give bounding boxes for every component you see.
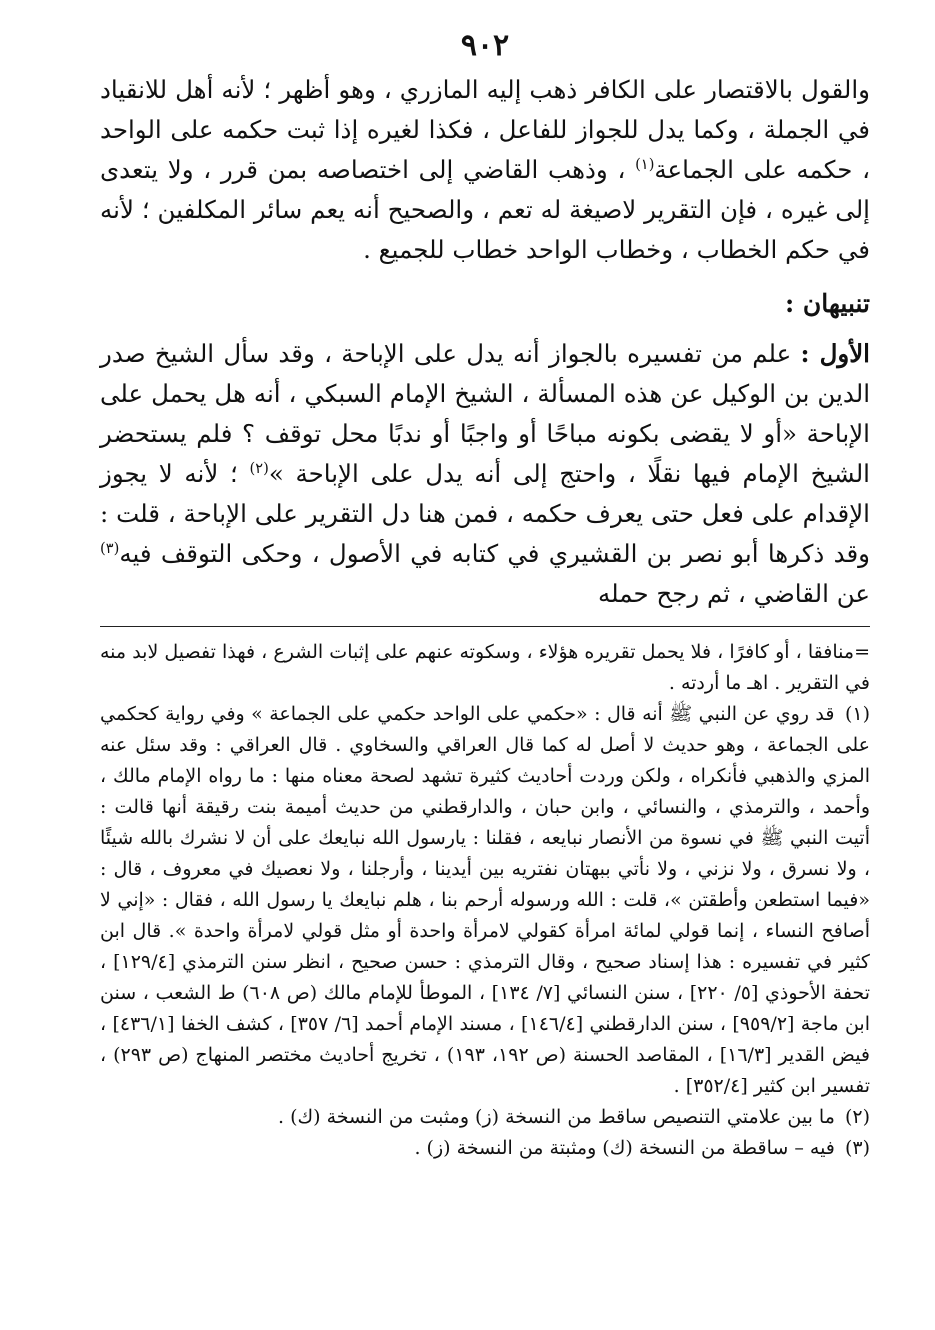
paragraph-2-lead: الأول : [800, 339, 870, 368]
page [100, 28, 870, 1164]
paragraph-1-text-b: ، وذهب القاضي إلى اختصاصه بمن قرر ، ولا يتعدى إلى غيره ، فإن التقرير لاصيغة له تعم ، والصحيح أنه يعم سائر المكلفين ؛ لأنه في حكم الخطاب ، وخطاب الواحد خطاب للجميع . [100, 155, 870, 264]
footnote-1-number: (١) [844, 703, 870, 725]
main-text [100, 70, 870, 614]
footnote-divider [100, 626, 870, 627]
paragraph-2 [100, 334, 870, 614]
paragraph-2-text-c: عن القاضي ، ثم رجح حمله [598, 579, 870, 608]
footnote-3-text: فيه – ساقطة من النسخة (ك) ومثبتة من النسخة (ز) . [414, 1137, 835, 1159]
footnote-ref-3: (٣) [100, 539, 120, 557]
paragraph-2-text-a: علم من تفسيره بالجواز أنه يدل على الإباحة ، وقد سأل الشيخ صدر الدين بن الوكيل عن هذه المسألة ، الشيخ الإمام السبكي ، أنه هل يحمل على الإباحة «أو لا يقضى بكونه مباحًا أو واجبًا أو ندبًا محل توقف ؟ فلم يستحضر الشيخ الإمام فيها نقلًا ، واحتج إلى أنه يدل على الإباحة » [100, 339, 870, 488]
paragraph-1-text-a: والقول بالاقتصار على الكافر ذهب إليه المازري ، وهو أظهر ؛ لأنه أهل للانقياد في الجملة ، وكما يدل للجواز للفاعل ، فكذا لغيره إذا ثبت حكمه على الواحد ، حكمه على الجماعة [100, 75, 870, 184]
paragraph-1 [100, 70, 870, 270]
footnote-2-text: ما بين علامتي التنصيص ساقط من النسخة (ز) ومثبت من النسخة (ك) . [278, 1106, 835, 1128]
footnote-1 [100, 699, 870, 1102]
footnote-2 [100, 1102, 870, 1133]
footnotes [100, 637, 870, 1164]
paragraph-2-text-b: ؛ لأنه لا يجوز الإقدام على فعل حتى يعرف حكمه ، فمن هنا دل التقرير على الإباحة ، قلت : وقد ذكرها أبو نصر بن القشيري في كتابه في الأصول ، وحكى التوقف فيه [100, 459, 870, 568]
footnote-ref-1: (١) [635, 155, 655, 173]
footnote-continuation: =منافقا ، أو كافرًا ، فلا يحمل تقريره هؤلاء ، وسكوته عنهم على إثبات الشرع ، فهذا تفصيل لابد منه في التقرير . اهـ ما أردته . [100, 641, 870, 694]
footnote-1-text: قد روي عن النبي ﷺ أنه قال : «حكمي على الواحد حكمي على الجماعة » وفي رواية كحكمي على الجماعة ، وهو حديث لا أصل له كما قال العراقي والسخاوي . قال العراقي : وقد سئل عنه المزي والذهبي فأنكراه ، ولكن وردت أحاديث كثيرة تشهد لصحة معناه منها : ما رواه الإمام مالك ، وأحمد ، والترمذي ، والنسائي ، وابن حبان ، والدارقطني من حديث أميمة بنت رقيقة أنها قالت : أتيت النبي ﷺ في نسوة من الأنصار نبايعه ، فقلنا : يارسول الله نبايعك على أن لا نشرك بالله شيئًا ، ولا نسرق ، ولا نزني ، ولا نأتي ببهتان نفتريه بين أيدينا ، وأرجلنا ، ولا نعصيك في معروف ، قال : «فيما استطعن وأطقتن »، قلت : الله ورسوله أرحم بنا ، هلم نبايعك يا رسول الله ، فقال : «إني لا أصافح النساء ، إنما قولي لمائة امرأة كقولي لامرأة واحدة أو مثل قولي لامرأة واحدة ». قال ابن كثير في تفسيره : هذا إسناد صحيح ، وقال الترمذي : حسن صحيح ، انظر سنن الترمذي [١٢٩/٤] ، تحفة الأحوذي [٥/ ٢٢٠] ، سنن النسائي [٧/ ١٣٤] ، الموطأ للإمام مالك (ص ٦٠٨) ط الشعب ، سنن ابن ماجة [٩٥٩/٢] ، سنن الدارقطني [١٤٦/٤] ، مسند الإمام أحمد [٦/ ٣٥٧] ، كشف الخفا [٤٣٦/١] ، فيض القدير [١٦/٣] ، المقاصد الحسنة (ص ١٩٢، ١٩٣) ، تخريج أحاديث مختصر المنهاج (ص ٢٩٣) ، تفسير ابن كثير [٣٥٢/٤] . [100, 703, 871, 1097]
footnote-3-number: (٣) [844, 1137, 870, 1159]
footnote-2-number: (٢) [844, 1106, 870, 1128]
footnote-3 [100, 1133, 870, 1164]
page-number: ٩٠٢ [460, 28, 510, 63]
section-heading: تنبيهان : [784, 289, 870, 318]
footnote-ref-2: (٢) [249, 459, 269, 477]
